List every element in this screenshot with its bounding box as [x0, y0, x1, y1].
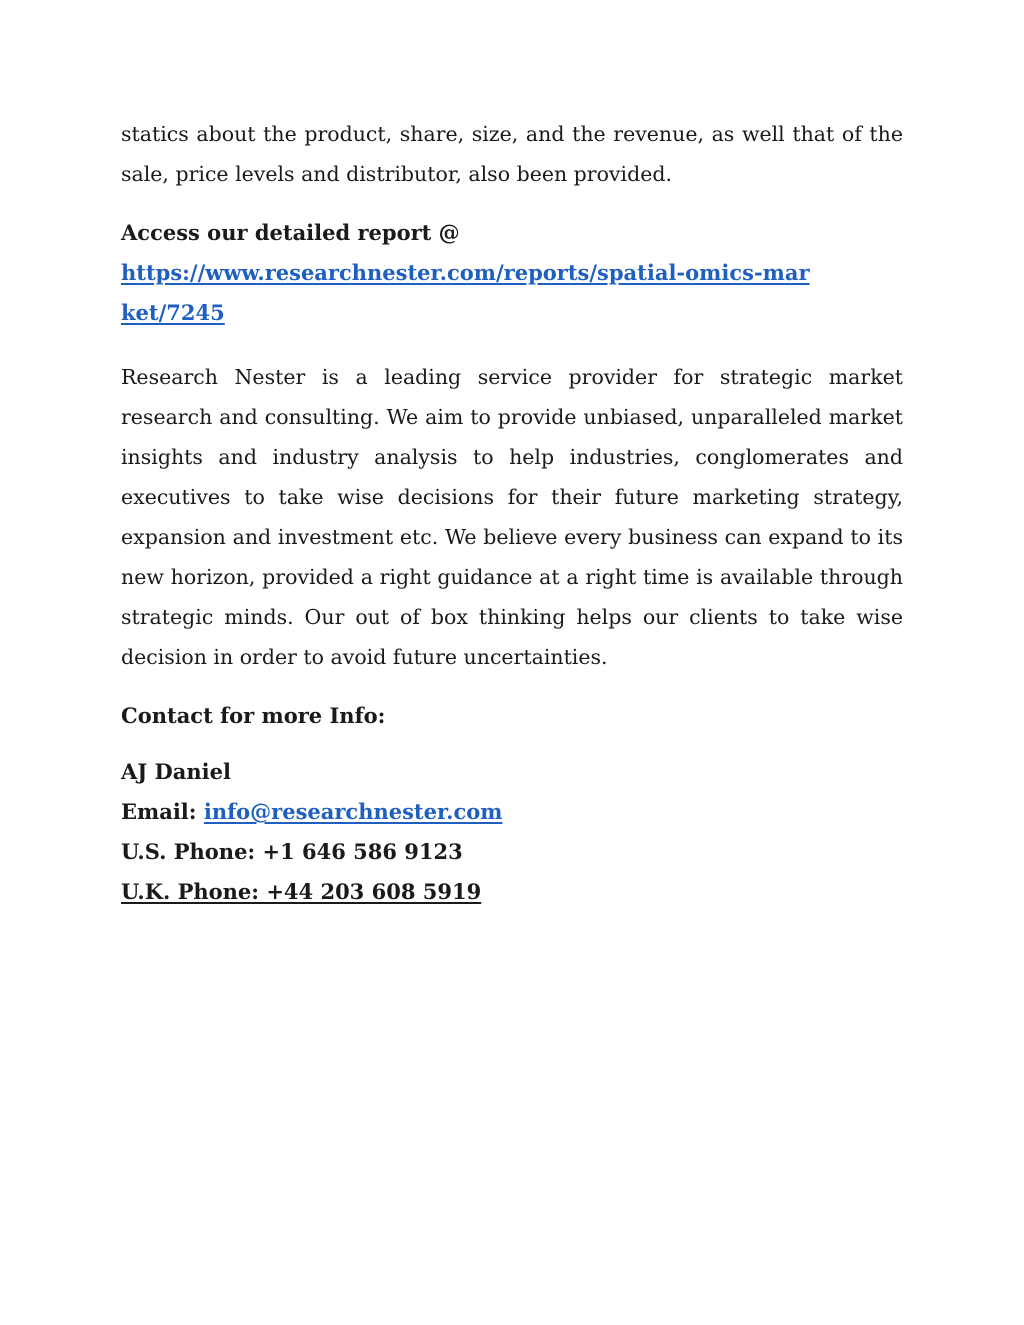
contact-block: [121, 752, 903, 912]
intro-paragraph: statics about the product, share, size, and the revenue, as well that of the sale, price levels and distributor, also been provided.: [121, 122, 903, 186]
about-paragraph: Research Nester is a leading service provider for strategic market research and consulting. We aim to provide unbiased, unparalleled market insights and industry analysis to help industries, conglomerates and executives to take wise decisions for their future marketing strategy, expansion and investment etc. We believe every business can expand to its new horizon, provided a right guidance at a right time is available through strategic minds. Our out of box thinking helps our clients to take wise decision in order to avoid future uncertainties.: [121, 365, 903, 669]
email-line: [121, 792, 903, 832]
access-report-heading: Access our detailed report @: [121, 220, 460, 245]
document-page: [121, 114, 903, 912]
contact-name: AJ Daniel: [121, 759, 231, 784]
us-phone: U.S. Phone: +1 646 586 9123: [121, 839, 463, 864]
email-label: Email:: [121, 799, 197, 824]
contact-heading: Contact for more Info:: [121, 703, 386, 728]
report-link[interactable]: https://www.researchnester.com/reports/spatial-omics-market/7245: [121, 260, 810, 325]
uk-phone[interactable]: U.K. Phone: +44 203 608 5919: [121, 879, 482, 904]
email-link[interactable]: info@researchnester.com: [203, 799, 503, 824]
